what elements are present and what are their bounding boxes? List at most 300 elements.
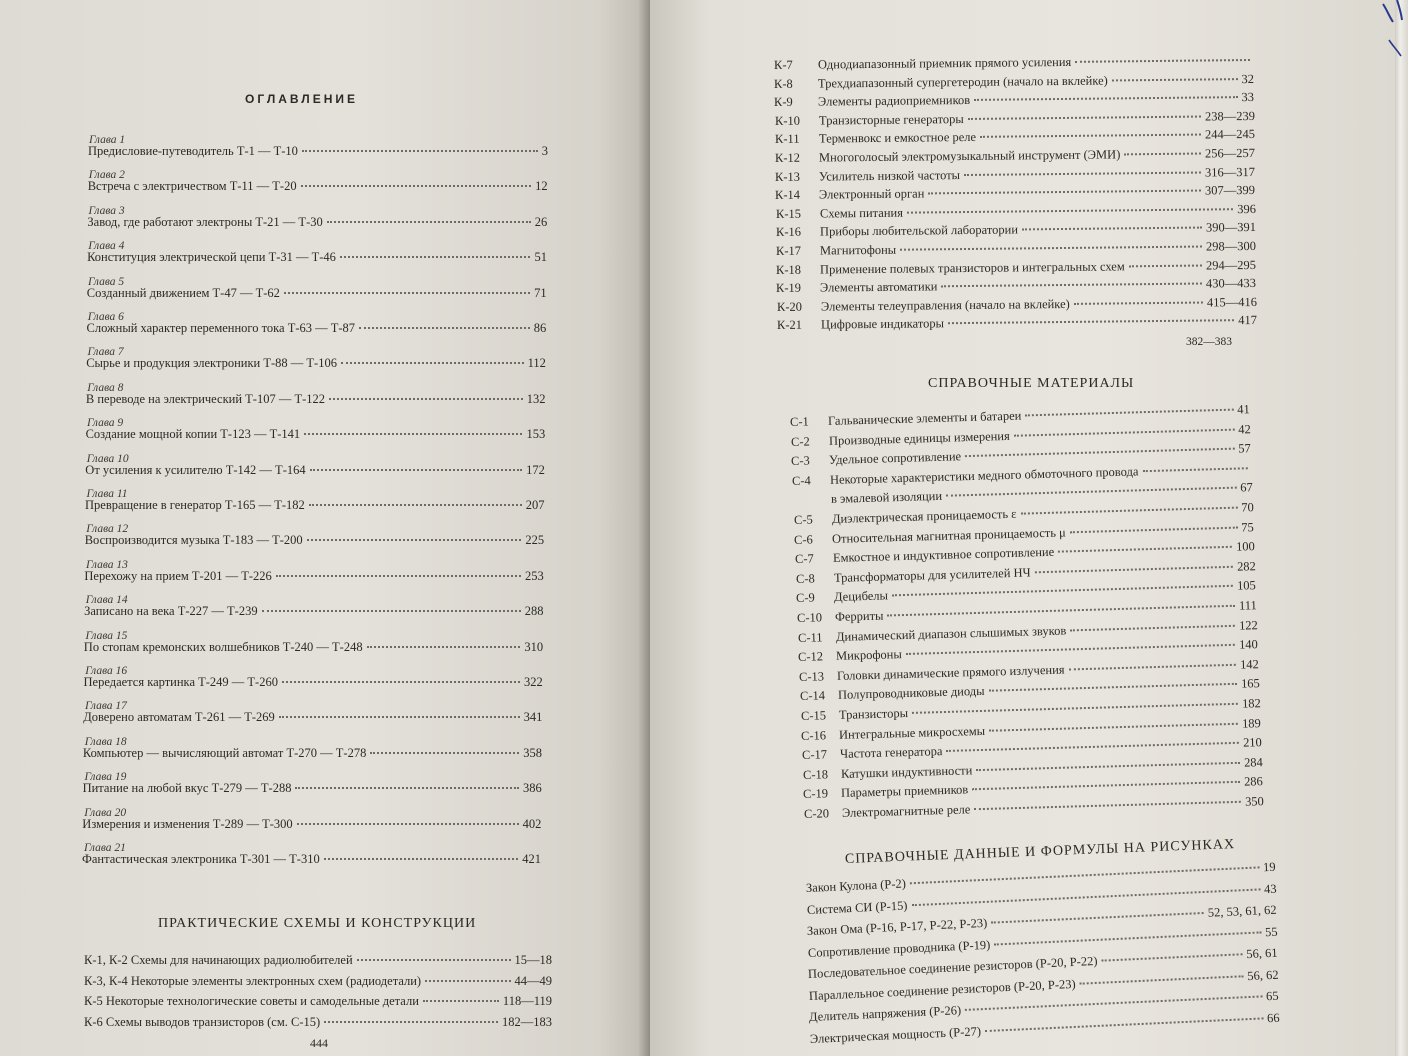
chapter-label: Глава 18 [84,735,127,748]
entry-code: С-12 [798,649,824,665]
entry-page: 310 [524,639,544,654]
entry-code: К-10 [774,113,800,128]
entry-page: 421 [522,852,541,866]
toc-entry [82,816,541,832]
toc-entry [84,568,543,584]
toc-entry [86,426,546,442]
entry-page: 41 [1237,402,1251,417]
toc-entry [84,973,552,989]
leader-dots [309,504,522,506]
entry-page: 153 [526,427,546,442]
page-number: 444 [310,1036,328,1050]
chapter-label: Глава 11 [86,488,128,500]
toc-entry [84,674,543,690]
toc-entry [776,201,1256,222]
entry-page: 182—183 [502,1014,552,1029]
leader-dots [942,283,1203,288]
entry-title: Компьютер — вычисляющий автомат Т-270 — Т-278 [82,745,367,760]
leader-dots [1069,664,1237,671]
entry-code: К-15 [775,206,801,221]
entry-title: Относительная магнитная проницаемость μ [831,525,1067,546]
entry-title: Сырье и продукция электроники Т-88 — Т-106 [86,356,337,371]
entry-title: Применение полевых транзисторов и интегральных схем [820,258,1125,277]
chapter-label: Глава 21 [84,842,126,854]
entry-page: 86 [533,321,547,335]
entry-code: К-12 [774,150,801,165]
leader-dots [946,487,1236,497]
left-page [0,0,650,1056]
leader-dots [965,448,1234,458]
entry-page: 71 [534,285,547,300]
leader-dots [276,575,521,577]
right-page [650,0,1395,1056]
leader-dots [340,256,531,258]
entry-title: Децибелы [834,588,889,605]
toc-entry [777,312,1257,333]
leader-dots [906,644,1235,655]
entry-code: К-13 [775,169,801,184]
toc-entry [774,89,1254,110]
entry-page: 33 [1241,90,1255,105]
entry-page: 284 [1243,754,1263,770]
leader-dots [972,781,1240,790]
leader-dots [991,912,1204,924]
leader-dots [1058,546,1232,553]
leader-dots [911,888,1260,906]
entry-page: 44—49 [514,973,552,988]
leader-dots [1075,59,1250,63]
leader-dots [341,362,524,364]
leader-dots [359,327,530,329]
entry-title: К-1, К-2 Схемы для начинающих радиолюбителей [84,953,353,967]
entry-code [793,503,831,504]
entry-code: С-9 [796,590,816,606]
entry-title: Емкостное и индуктивное сопротивление [832,544,1055,566]
entry-page: 65 [1265,988,1279,1004]
entry-title: Электронный орган [819,186,925,202]
chapter-label: Глава 19 [84,771,127,784]
chapter-label: Глава 6 [87,311,124,323]
toc-entry [84,603,543,619]
leader-dots [304,433,522,435]
entry-title: Питание на любой вкус Т-279 — Т-288 [82,781,292,796]
leader-dots [302,150,538,152]
toc-entry [85,532,544,548]
entry-page: 43 [1263,881,1277,896]
entry-page: 15—18 [514,953,552,967]
entry-page: 316—317 [1205,164,1256,180]
practical-section-title: ПРАКТИЧЕСКИЕ СХЕМЫ И КОНСТРУКЦИИ [158,916,477,931]
leader-dots [946,742,1239,752]
entry-title: Ферриты [834,608,884,624]
entry-page: 402 [522,816,542,831]
leader-dots [910,866,1259,884]
entry-page: 238—239 [1204,108,1255,124]
toc-entry [777,294,1257,315]
entry-page: 52, 53, 61, 62 [1207,902,1277,920]
entry-title: Катушки индуктивности [840,763,973,781]
leader-dots [1101,953,1242,961]
leader-dots [262,610,521,612]
entry-page: 12 [535,179,548,194]
entry-title: Электрическая мощность (Р-27) [809,1023,981,1046]
entry-page: 322 [524,675,543,689]
leader-dots [370,752,519,754]
entry-title: Головки динамические прямого излучения [836,662,1065,683]
leader-dots [423,1000,499,1002]
toc-entry [86,391,546,407]
toc-entry [87,320,547,336]
entry-title: Элементы радиоприемников [818,93,971,109]
entry-title: Закон Ома (Р-16, Р-17, Р-22, Р-23) [806,915,988,938]
entry-page: 294—295 [1206,257,1257,273]
entry-title: Приборы любительской лаборатории [819,222,1018,239]
entry-code: К-14 [775,187,801,203]
entry-title: К-5 Некоторые технологические советы и самодельные детали [84,994,419,1008]
chapter-label: Глава 20 [84,806,127,819]
entry-page: 3 [541,144,548,158]
entry-title: Гальванические элементы и батареи [827,408,1022,428]
leader-dots [1112,78,1238,81]
toc-entry [83,709,542,725]
chapter-label: Глава 13 [86,558,128,571]
chapter-label: Глава 3 [88,204,125,217]
entry-code: К-21 [776,318,802,333]
toc-entry [87,285,547,301]
entry-code: К-16 [775,225,801,240]
entry-title: К-3, К-4 Некоторые элементы электронных схем (радиодетали) [84,973,422,988]
leader-dots [367,646,521,648]
toc-entry [84,639,543,655]
chapter-label: Глава 7 [87,346,124,359]
entry-title: в эмалевой изоляции [830,489,943,507]
entry-code: С-14 [799,688,825,704]
toc-entry [776,219,1256,240]
entry-page: 253 [525,568,544,583]
entry-title: Транзисторы [838,706,908,722]
entry-code: С-6 [793,532,814,547]
chapter-label: Глава 4 [88,240,125,253]
entry-page: 32 [1241,71,1255,86]
entry-page: 132 [526,391,546,406]
chapter-label: Глава 14 [85,594,128,607]
entry-page: 56, 61 [1245,945,1278,962]
entry-page: 225 [525,533,545,548]
entry-code: С-1 [789,414,809,429]
leader-dots [980,134,1201,138]
entry-code: С-17 [801,747,828,763]
leader-dots [948,320,1234,325]
entry-title: Диэлектрическая проницаемость ε [831,506,1017,526]
leader-dots [975,96,1238,101]
entry-title: Элементы автоматики [820,279,938,295]
entry-title: Делитель напряжения (Р-26) [808,1003,962,1024]
formulas-section-title: СПРАВОЧНЫЕ ДАННЫЕ И ФОРМУЛЫ НА РИСУНКАХ [844,837,1236,867]
entry-page: 66 [1266,1010,1280,1025]
entry-title: Последовательное соединение резисторов (Р-20, Р-22) [807,953,1098,981]
entry-title: Создание мощной копии Т-123 — Т-141 [85,427,301,442]
entry-page: 118—119 [502,994,552,1008]
entry-code: К-20 [776,299,802,314]
entry-title: Транзисторные генераторы [818,111,964,128]
toc-entry [775,126,1255,147]
leader-dots [1124,153,1201,156]
entry-code: С-5 [793,512,813,527]
toc-entry [85,462,545,478]
chapter-label: Глава 10 [86,452,129,465]
entry-title: Созданный движением Т-47 — Т-62 [86,285,280,300]
leader-dots [907,208,1233,213]
entry-title: Производные единицы измерения [828,428,1010,448]
leader-dots [295,787,518,789]
entry-title: От усиления к усилителю Т-142 — Т-164 [85,462,306,477]
toc-entry [84,993,552,1009]
leader-dots [301,185,532,187]
entry-code: С-13 [798,669,825,684]
leader-dots [1142,467,1247,472]
leader-dots [1070,526,1238,533]
entry-title: Фантастическая электроника Т-301 — Т-310 [82,852,320,866]
leader-dots [357,959,511,961]
leader-dots [425,980,510,982]
entry-page: 56, 62 [1246,967,1279,983]
entry-title: По стопам кремонских волшебников Т-240 — Т-248 [83,639,363,654]
entry-title: Сложный характер переменного тока Т-63 — Т-87 [86,321,356,335]
entry-page: 112 [527,356,546,371]
entry-title: Удельное сопротивление [829,449,962,468]
toc-entry [88,143,548,159]
entry-title: Сопротивление проводника (Р-19) [807,937,991,960]
chapter-label: Глава 1 [89,134,126,146]
entry-title: Превращение в генератор Т-165 — Т-182 [85,498,305,512]
entry-page: 210 [1242,735,1262,750]
entry-title: Параллельное соединение резисторов (Р-20, Р-23) [808,976,1076,1003]
entry-page: 288 [524,604,544,619]
entry-title: Предисловие-путеводитель Т-1 — Т-10 [88,144,298,158]
chapter-label: Глава 17 [85,700,127,713]
pen-mark-icon [1375,0,1405,60]
entry-page: 70 [1240,500,1254,515]
entry-title: Терменвокс и емкостное реле [818,130,976,146]
entry-page: 105 [1237,578,1257,594]
entry-code: С-20 [803,806,830,821]
entry-title: В переводе на электрический Т-107 — Т-122 [85,391,325,406]
leader-dots [965,995,1262,1010]
entry-page: 57 [1238,441,1252,456]
toc-entry [85,497,545,513]
entry-title: Доверено автоматам Т-261 — Т-269 [83,710,275,725]
toc-entry [775,145,1255,166]
entry-title: Конституция электрической цепи Т-31 — Т-46 [87,250,336,265]
entry-page: 55 [1264,924,1278,939]
leader-dots [1034,566,1232,574]
leader-dots [900,246,1202,251]
entry-page: 396 [1236,201,1256,216]
toc-entry [775,108,1255,129]
entry-code: К-9 [774,94,794,110]
entry-code: К-19 [776,280,802,296]
entry-page: 51 [534,250,547,265]
entry-page: 111 [1238,598,1258,613]
entry-page: 350 [1244,794,1265,809]
entry-title: Схемы питания [819,205,903,221]
entry-page: 417 [1237,313,1257,328]
entry-page: 244—245 [1204,127,1255,142]
entry-page: 142 [1239,656,1260,672]
entry-title: Динамический диапазон слышимых звуков [835,623,1067,644]
entry-title: Передается картинка Т-249 — Т-260 [83,675,278,689]
leader-dots [1022,227,1202,231]
entry-code: С-19 [803,786,829,802]
toc-entry [84,1014,552,1030]
entry-code: К-11 [774,132,800,147]
toc-entry [84,952,552,968]
leader-dots [967,115,1200,119]
leader-dots [279,716,520,718]
leader-dots [989,722,1238,731]
leader-dots [1079,975,1243,984]
entry-page: 207 [525,498,545,512]
entry-page: 26 [534,214,548,229]
chapter-label: Глава 9 [87,417,124,430]
entry-code: С-11 [797,629,823,645]
entry-code: К-8 [774,76,794,91]
entry-title: Завод, где работают электроны Т-21 — Т-30 [87,214,323,229]
entry-title: Однодиапазонный приемник прямого усиления [817,54,1072,72]
entry-page: 286 [1244,774,1264,790]
entry-page: 172 [526,462,545,477]
chapter-label: Глава 16 [85,665,128,677]
toc-entry [88,178,548,194]
entry-page: 75 [1241,519,1255,535]
entry-title: Закон Кулона (Р-2) [805,876,907,895]
toc-entry [776,257,1256,278]
leader-dots [1073,301,1202,304]
leader-dots [887,605,1235,617]
leader-dots [994,931,1261,945]
leader-dots [976,762,1240,771]
leader-dots [307,539,522,541]
entry-page: 67 [1239,480,1253,495]
toc-entry [774,52,1254,73]
entry-title: Электромагнитные реле [841,802,971,820]
entry-title: Полупроводниковые диоды [837,684,985,703]
entry-page: 307—399 [1205,183,1256,198]
entry-code: С-3 [791,453,811,469]
entry-page: 298—300 [1205,238,1257,254]
entry-code: С-8 [795,571,815,586]
entry-page: 341 [523,710,543,725]
leader-dots [297,823,519,825]
entry-page: 382—383 [1186,336,1232,348]
leader-dots [929,190,1202,195]
chapter-label: Глава 5 [88,275,125,288]
leader-dots [282,681,520,683]
leader-dots [892,585,1233,597]
leader-dots [1013,428,1234,436]
entry-title: Элементы телеуправления (начало на вклейке) [820,296,1070,314]
entry-title: Встреча с электричеством Т-11 — Т-20 [87,179,297,194]
entry-page: 282 [1236,558,1256,574]
leader-dots [964,171,1201,175]
leader-dots [324,858,519,860]
entry-title: Измерения и изменения Т-289 — Т-300 [82,816,293,831]
toc-entry [774,71,1254,92]
entry-title: Перехожу на прием Т-201 — Т-226 [84,568,272,583]
entry-title: Трансформаторы для усилителей НЧ [833,565,1031,585]
toc-entry [87,249,547,265]
leader-dots [984,1017,1262,1032]
toc-title: ОГЛАВЛЕНИЕ [245,92,359,106]
toc-entry [775,164,1255,185]
entry-title: Интегральные микросхемы [838,723,986,742]
entry-title: Записано на века Т-227 — Т-239 [84,604,258,619]
entry-code: С-7 [794,551,814,567]
entry-code: С-16 [800,727,827,743]
toc-entry [83,780,542,796]
entry-page: 358 [523,745,543,760]
entry-title: Многоголосый электромузыкальный инструмент (ЭМИ) [818,147,1121,165]
entry-page: 140 [1239,637,1259,652]
chapter-label: Глава 2 [88,169,125,182]
entry-title: Цифровые индикаторы [820,316,944,332]
leader-dots [974,801,1241,810]
chapter-label: Глава 15 [85,629,128,642]
entry-title: Трехдиапазонный супергетеродин (начало на вклейке) [818,73,1109,91]
entry-title: Параметры приемников [841,782,969,801]
entry-code: С-4 [791,473,812,488]
entry-page: 122 [1238,617,1258,633]
leader-dots [988,683,1237,692]
entry-code: К-18 [776,262,802,277]
entry-page: 19 [1262,859,1276,875]
leader-dots [327,221,531,223]
leader-dots [1129,264,1202,267]
entry-code: К-7 [773,57,793,72]
toc-entry [82,851,541,867]
leader-dots [324,1021,498,1023]
page-edge [1395,0,1408,1056]
entry-page: 390—391 [1205,220,1256,235]
entry-page: 189 [1242,715,1262,731]
reference-section-title: СПРАВОЧНЫЕ МАТЕРИАЛЫ [928,376,1135,391]
entry-code: С-18 [802,767,828,782]
entry-title: К-6 Схемы выводов транзисторов (см. С-15) [84,1014,321,1029]
leader-dots [284,292,530,294]
entry-code: С-10 [796,610,823,625]
entry-page: 182 [1241,696,1261,711]
entry-page: 100 [1235,539,1255,554]
entry-title: Усилитель низкой частоты [819,167,961,184]
entry-title: Воспроизводится музыка Т-183 — Т-200 [84,533,303,548]
toc-entry [83,745,542,761]
entry-page: 430—433 [1206,276,1257,291]
entry-page: 165 [1240,676,1260,692]
entry-page: 42 [1237,421,1251,437]
toc-entry [86,355,546,371]
entry-code: С-15 [800,708,826,723]
entry-title: Микрофоны [836,647,903,664]
toc-entry [776,238,1256,259]
entry-page: 415—416 [1206,294,1257,310]
leader-dots [329,398,523,400]
entry-title: Магнитофоны [819,242,897,258]
leader-dots [1025,409,1233,417]
chapter-label: Глава 8 [87,381,124,394]
leader-dots [911,703,1237,714]
entry-code: С-2 [790,434,810,449]
toc-entry [776,275,1256,296]
